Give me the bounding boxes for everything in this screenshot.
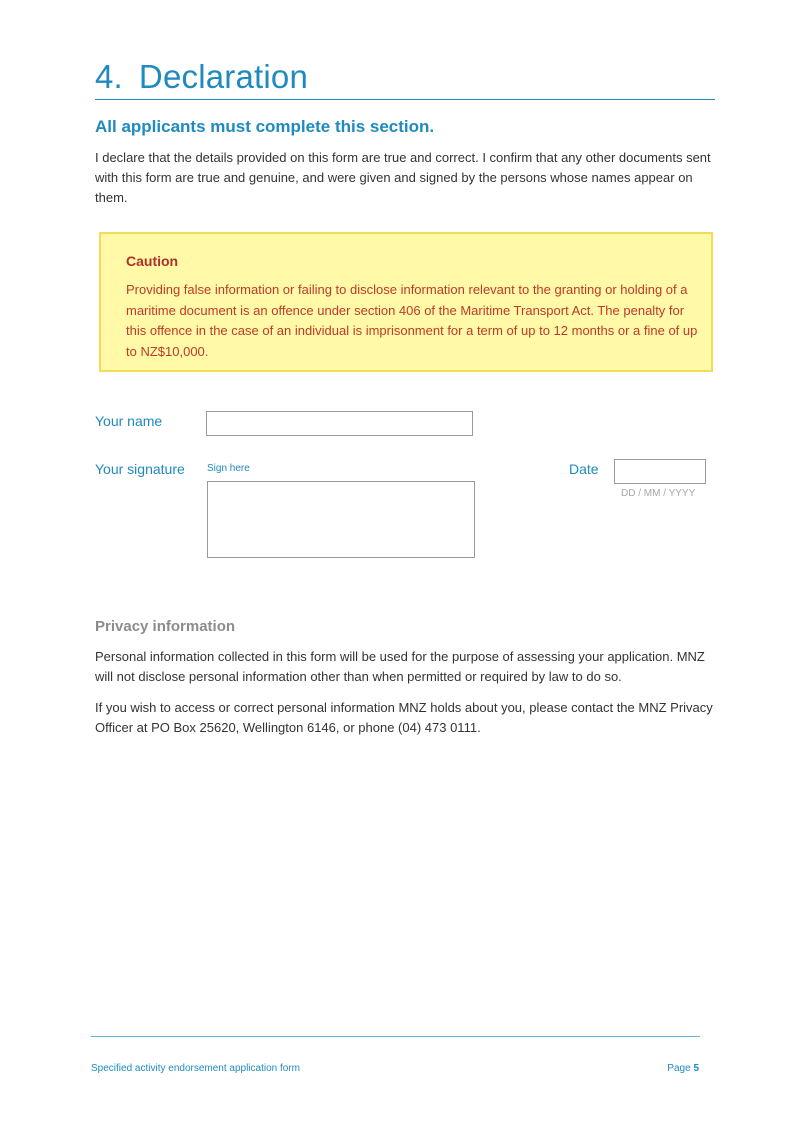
caution-title: Caution bbox=[126, 253, 179, 269]
name-field[interactable] bbox=[206, 411, 473, 436]
date-field[interactable] bbox=[614, 459, 706, 484]
signature-box[interactable] bbox=[207, 481, 475, 558]
footer-divider bbox=[91, 1036, 700, 1037]
date-format-hint: DD / MM / YYYY bbox=[621, 488, 696, 499]
privacy-heading: Privacy information bbox=[95, 618, 236, 635]
sign-here-label: Sign here bbox=[207, 463, 250, 474]
signature-label: Your signature bbox=[95, 461, 185, 477]
footer-doc-title: Specified activity endorsement application form bbox=[91, 1063, 300, 1074]
name-label: Your name bbox=[95, 413, 163, 429]
date-label: Date bbox=[569, 461, 599, 477]
section-title bbox=[95, 58, 308, 96]
section-number: 4. bbox=[95, 58, 123, 95]
title-divider bbox=[95, 99, 715, 100]
page-number: 5 bbox=[693, 1063, 699, 1074]
section-subheading: All applicants must complete this section. bbox=[95, 117, 435, 136]
page-label: Page bbox=[667, 1063, 691, 1074]
section-title-text: Declaration bbox=[138, 58, 309, 95]
privacy-paragraph-2: If you wish to access or correct personal information MNZ holds about you, please contact the MNZ Privacy Officer at PO Box 25620, Wellington 6146, or phone (04) 473 0111. bbox=[95, 700, 713, 735]
declaration-paragraph: I declare that the details provided on this form are true and correct. I confirm that any other documents sent with this form are true and genuine, and were given and signed by the persons whose names appear on them. bbox=[95, 150, 711, 205]
caution-box bbox=[99, 232, 713, 372]
footer-page-number bbox=[667, 1063, 699, 1074]
privacy-paragraph-1: Personal information collected in this form will be used for the purpose of assessing your application. MNZ will not disclose personal information other than when permitted or required by law to do so. bbox=[95, 649, 705, 684]
caution-text: Providing false information or failing to disclose information relevant to the granting or holding of a maritime document is an offence under section 406 of the Maritime Transport Act. The penalty for this offence in the case of an individual is imprisonment for a term of up to 12 months or a fine of up to NZ$10,000. bbox=[126, 282, 698, 359]
